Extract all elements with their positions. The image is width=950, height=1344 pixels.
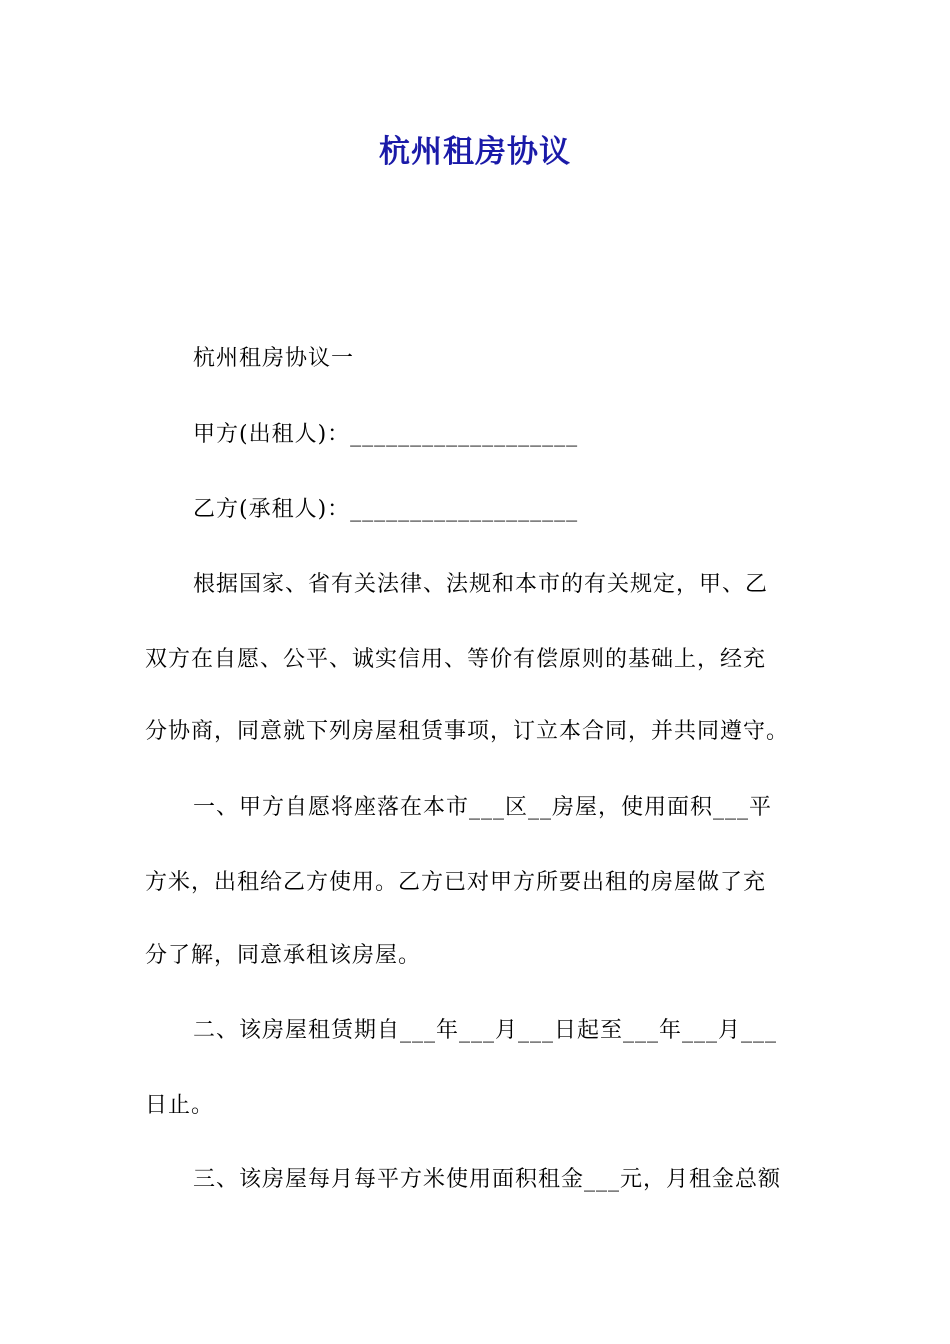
preamble-line-2: 双方在自愿、公平、诚实信用、等价有偿原则的基础上，经充 bbox=[145, 647, 767, 672]
clause-2-line-1: 二、该房屋租赁期自___年___月___日起至___年___月___ bbox=[193, 1018, 778, 1043]
agreement-subtitle: 杭州租房协议一 bbox=[193, 346, 355, 371]
clause-3-line-1: 三、该房屋每月每平方米使用面积租金___元，月租金总额 bbox=[193, 1167, 782, 1192]
clause-1-line-1: 一、甲方自愿将座落在本市___区__房屋，使用面积___平 bbox=[193, 795, 773, 820]
party-a-line: 甲方(出租人)：___________________ bbox=[193, 422, 579, 447]
preamble-line-1: 根据国家、省有关法律、法规和本市的有关规定，甲、乙 bbox=[193, 572, 769, 597]
document-title: 杭州租房协议 bbox=[379, 134, 571, 170]
clause-1-line-2: 方米，出租给乙方使用。乙方已对甲方所要出租的房屋做了充 bbox=[145, 870, 767, 895]
preamble-line-3: 分协商，同意就下列房屋租赁事项，订立本合同，并共同遵守。 bbox=[145, 719, 790, 744]
clause-1-line-3: 分了解，同意承租该房屋。 bbox=[145, 943, 422, 968]
party-b-line: 乙方(承租人)：___________________ bbox=[193, 497, 579, 522]
clause-2-line-2: 日止。 bbox=[145, 1093, 215, 1118]
